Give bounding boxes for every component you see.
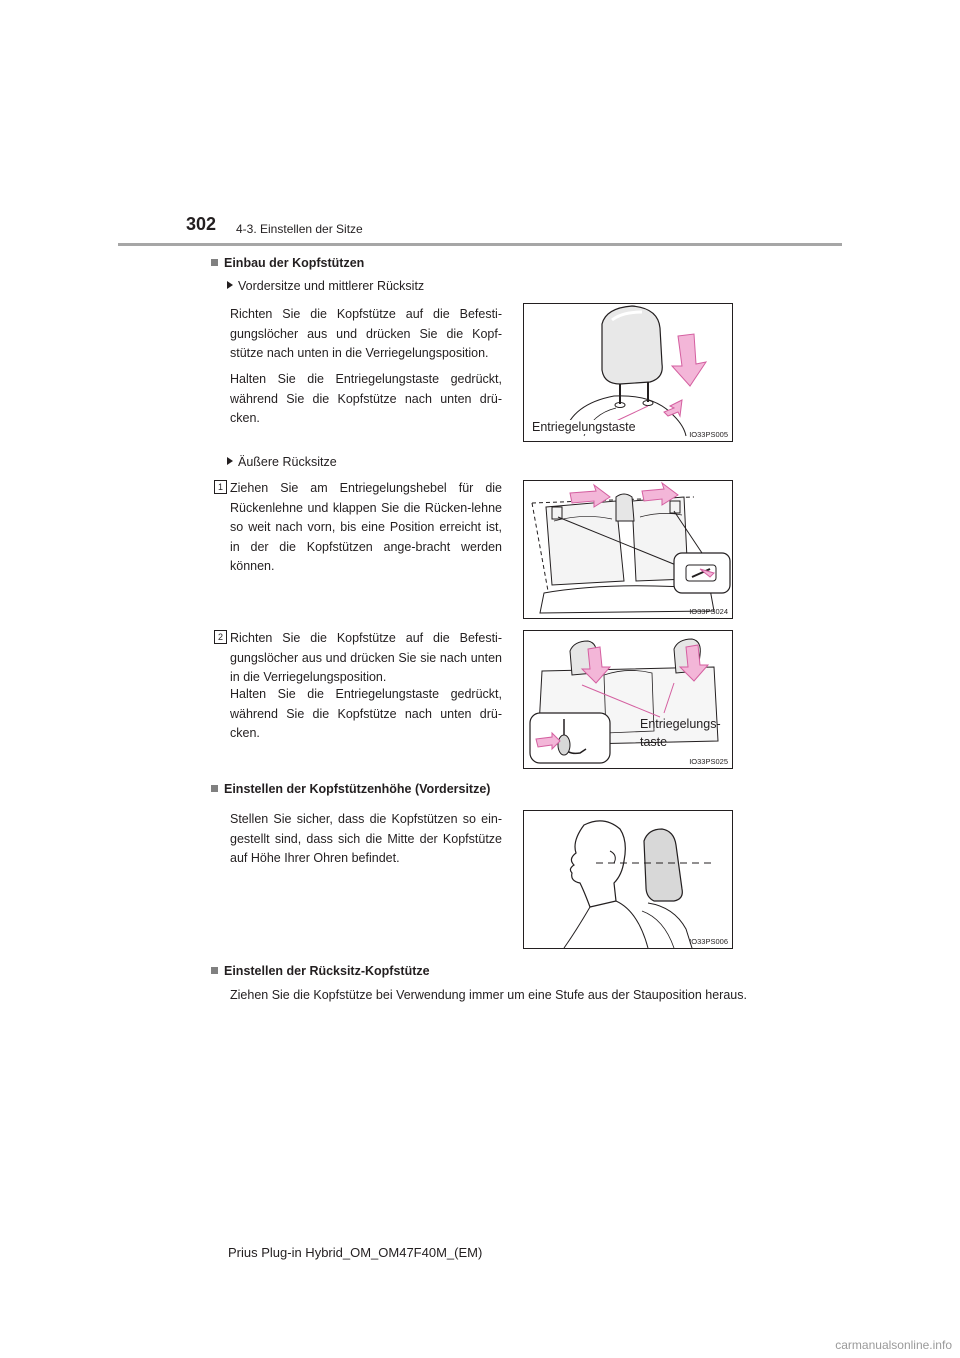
step-badge-2: 2	[214, 630, 227, 644]
label-release-button: Entriegelungstaste	[532, 420, 636, 434]
figure-code-3: IO33PS025	[689, 757, 728, 766]
step-badge-1: 1	[214, 480, 227, 494]
heading-height-adjust: Einstellen der Kopfstützenhöhe (Vordersitze)	[211, 782, 490, 796]
figure-code-1: IO33PS005	[689, 430, 728, 439]
figure-code-2: IO33PS024	[689, 607, 728, 616]
square-bullet-icon	[211, 259, 218, 266]
rear-seatback-illustration	[524, 481, 732, 618]
triangle-bullet-icon	[227, 281, 233, 289]
height-instruction: Stellen Sie sicher, dass die Kopfstützen so ein-gestellt sind, dass sich die Mitte der Kopfstütze auf Höhe Ihrer Ohren befindet.	[230, 812, 502, 865]
subhead-front-seats: Vordersitze und mittlerer Rücksitz	[227, 279, 424, 293]
rear-instruction: Ziehen Sie die Kopfstütze bei Verwendung immer um eine Stufe aus der Stauposition heraus.	[230, 988, 747, 1002]
front-instruction-2: Halten Sie die Entriegelungstaste gedrückt, während Sie die Kopfstütze nach unten drü-cken.	[230, 372, 502, 425]
header-rule	[118, 243, 842, 246]
footer-manual-id: Prius Plug-in Hybrid_OM_OM47F40M_(EM)	[228, 1245, 483, 1260]
page-number: 302	[186, 214, 217, 234]
heading-rear-adjust: Einstellen der Rücksitz-Kopfstütze	[211, 964, 430, 978]
watermark: carmanualsonline.info	[835, 1338, 952, 1352]
figure-headrest-height	[523, 810, 733, 949]
square-bullet-icon	[211, 785, 218, 792]
square-bullet-icon	[211, 967, 218, 974]
figure-front-headrest	[523, 303, 733, 442]
heading-install: Einbau der Kopfstützen	[211, 256, 364, 270]
subhead-outer-rear-seats: Äußere Rücksitze	[227, 455, 337, 469]
label-release-button-2: Entriegelungs- taste	[640, 717, 721, 749]
step-2-instruction-1: Richten Sie die Kopfstütze auf die Befesti-gungslöcher aus und drücken Sie sie nach unten in die Verriegelungsposition.	[230, 631, 502, 684]
headrest-height-illustration	[524, 811, 732, 948]
step-1-instruction: Ziehen Sie am Entriegelungshebel für die Rückenlehne und klappen Sie die Rücken-lehne so weit nach vorn, bis eine Position erreicht ist, in der die Kopfstützen ange-bracht werden können.	[230, 481, 502, 573]
triangle-bullet-icon	[227, 457, 233, 465]
step-2-instruction-2: Halten Sie die Entriegelungstaste gedrückt, während Sie die Kopfstütze nach unten drü-cken.	[230, 687, 502, 740]
figure-code-4: IO33PS006	[689, 937, 728, 946]
front-instruction-1: Richten Sie die Kopfstütze auf die Befesti-gungslöcher aus und drücken Sie die Kopf-stütze nach unten in die Verriegelungsposition.	[230, 307, 502, 360]
figure-rear-seatback	[523, 480, 733, 619]
figure-rear-headrests	[523, 630, 733, 769]
section-title: 4-3. Einstellen der Sitze	[236, 222, 363, 236]
